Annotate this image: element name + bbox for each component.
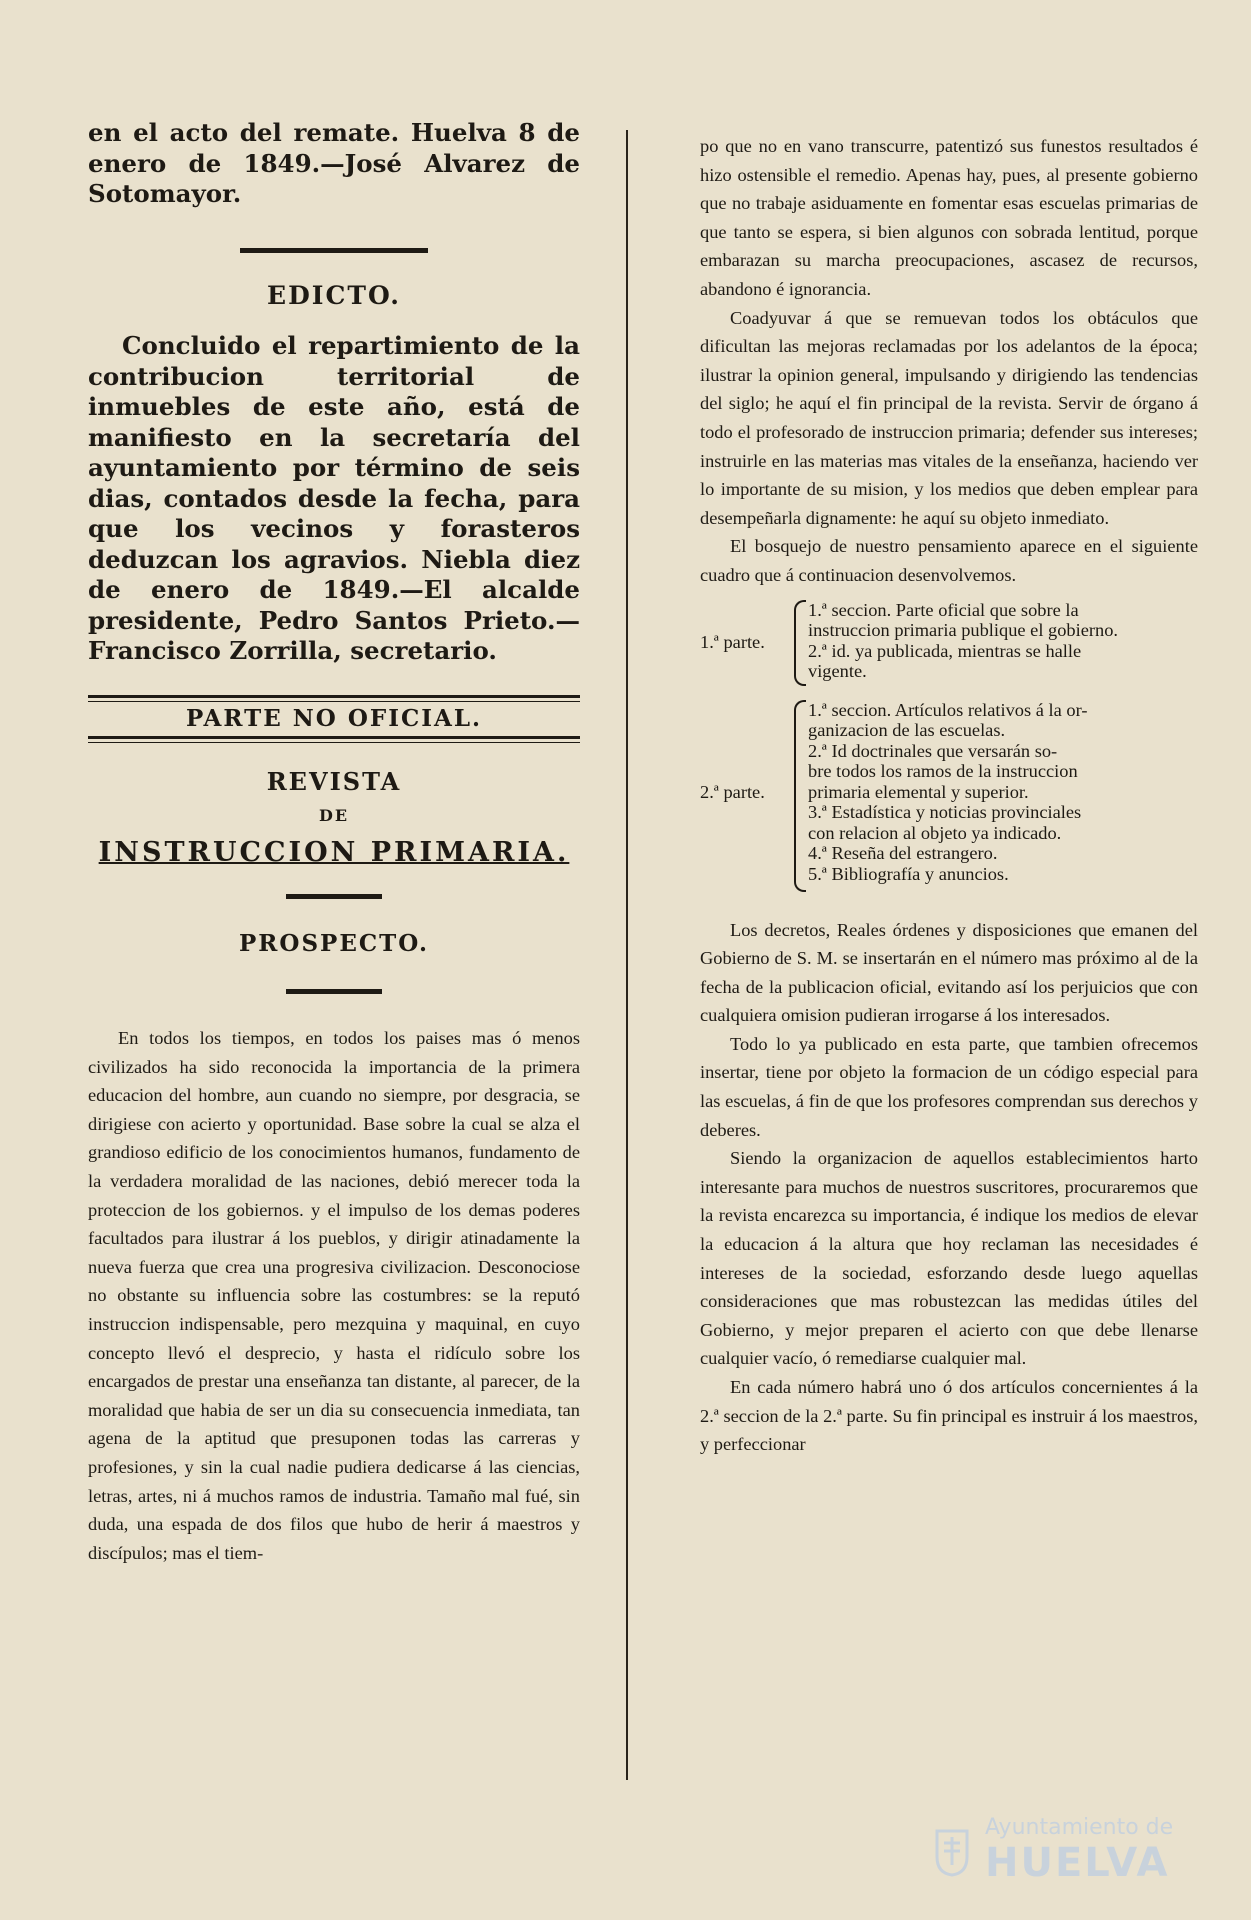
- outline-line: ganizacion de las escuelas.: [808, 720, 1006, 740]
- part-label: 1.ª parte.: [700, 631, 765, 652]
- outline-line: 1.ª seccion. Parte oficial que sobre la: [808, 599, 1079, 620]
- column-divider: [626, 130, 628, 1780]
- short-rule: [240, 248, 428, 253]
- watermark-line-1: Ayuntamiento de: [985, 1815, 1174, 1840]
- de-heading: DE: [318, 805, 350, 825]
- paragraph: El bosquejo de nuestro pensamiento aparece en el siguiente cuadro que á continuacion desenvolvemos.: [700, 536, 1198, 585]
- right-column: [700, 132, 1198, 1459]
- prospecto-body: En todos los tiempos, en todos los paises mas ó menos civilizados ha sido reconocida la importancia de la primera educacion del hombre, aun cuando no siempre, por desgracia, se dirigiese con acierto y oportunidad. Base sobre la cual se alza el grandioso edificio de los conocimientos humanos, fundamento de la verdadera moralidad de las naciones, debió merecer toda la proteccion de los gobiernos. y el impulso de los demas poderes facultados para ilustrar á los pueblos, y dirigir atinadamente la nueva fuerza que crea una progresiva civilizacion. Desconociose no obstante su influencia sobre las costumbres: se la reputó instruccion indispensable, pero mezquina y maquinal, en cuyo concepto llevó el desprecio, y hasta el ridículo sobre los encargados de prestar una enseñanza tan distante, al parecer, de la moralidad que habia de ser un dia su consecuencia inmediata, tan agena de la aptitud que presuponen todas las carreras y profesiones, y sin la cual nadie pudiera dedicarse á las ciencias, letras, artes, ni á muchos ramos de industria. Tamaño mal fué, sin duda, una espada de dos filos que hubo de herir á maestros y discípulos; mas el tiem-: [88, 1028, 580, 1563]
- outline-part-2: [700, 700, 1198, 894]
- part-label: 2.ª parte.: [700, 781, 765, 802]
- double-rule-bottom: [88, 736, 580, 743]
- outline-line: bre todos los ramos de la instruccion: [808, 761, 1078, 781]
- revista-heading: REVISTA: [266, 767, 402, 796]
- watermark: [985, 1815, 1220, 1895]
- outline-part-1: [700, 600, 1198, 686]
- outline-line: 3.ª Estadística y noticias provinciales: [808, 802, 1082, 822]
- gothic-title: INSTRUCCION PRIMARIA.: [98, 836, 570, 868]
- section-title: PARTE NO OFICIAL.: [185, 704, 483, 732]
- short-rule: [286, 894, 382, 899]
- outline-line: 4.ª Reseña del estrangero.: [808, 843, 998, 863]
- prospecto-heading: PROSPECTO.: [239, 929, 429, 957]
- outline-line: 2.ª Id doctrinales que versarán so-: [808, 740, 1058, 761]
- outline-line: 1.ª seccion. Artículos relativos á la or-: [808, 699, 1088, 720]
- paragraph: Los decretos, Reales órdenes y disposiciones que emanen del Gobierno de S. M. se insertarán en el número mas próximo al de la fecha de la publicacion oficial, evitando así los perjuicios que con cualquiera omision pudieran irrogarse á los interesados.: [700, 919, 1198, 1026]
- paragraph: En cada número habrá uno ó dos artículos concernientes á la 2.ª seccion de la 2.ª parte. Su fin principal es instruir á los maestros, y perfeccionar: [700, 1377, 1198, 1455]
- double-rule-top: [88, 695, 580, 702]
- edicto-text: Concluido el repartimiento de la contribucion territorial de inmuebles de este año, está de manifiesto en la secretaría del ayuntamiento por término de seis dias, contados desde la fecha, para que los vecinos y forasteros deduzcan los agravios. Niebla diez de enero de 1849.—El alcalde presidente, Pedro Santos Prieto.—Francisco Zorrilla, secretario.: [88, 331, 580, 665]
- short-rule: [286, 989, 382, 994]
- paragraph: Siendo la organizacion de aquellos establecimientos harto interesante para muchos de nuestros suscritores, procuraremos que la revista encarezca su importancia, é indique los medios de elevar la educacion á la altura que hoy reclaman las necesidades é intereses de la sociedad, esforzando desde luego aquellas consideraciones que mas robustezcan las medidas útiles del Gobierno, y mejor preparen el acierto con que debe llenarse cualquier vacío, ó remediarse cualquier mal.: [700, 1148, 1198, 1369]
- outline-line: instruccion primaria publique el gobierno.: [808, 620, 1119, 640]
- watermark-line-2: HUELVA: [985, 1840, 1170, 1886]
- continuation-text: en el acto del remate. Huelva 8 de enero de 1849.—José Alvarez de Sotomayor.: [88, 118, 580, 208]
- paragraph: Todo lo ya publicado en esta parte, que tambien ofrecemos insertar, tiene por objeto la formacion de un código especial para las escuelas, á fin de que los profesores comprendan sus derechos y deberes.: [700, 1033, 1198, 1140]
- part-items: [808, 700, 1198, 885]
- brace: [794, 700, 806, 892]
- coat-of-arms-icon: [935, 1829, 969, 1877]
- paragraph: po que no en vano transcurre, patentizó sus funestos resultados é hizo ostensible el remedio. Apenas hay, pues, al presente gobierno que no trabaje asiduamente en fomentar esas escuelas primarias de que tanto se espera, si bien algunos con sobrada lentitud, porque embarazan su marcha preocupaciones, ascasez de recursos, abandono é ignorancia.: [700, 136, 1198, 299]
- outline-line: 2.ª id. ya publicada, mientras se halle: [808, 640, 1082, 661]
- brace: [794, 600, 806, 686]
- outline-line: primaria elemental y superior.: [808, 781, 1029, 802]
- outline-line: 5.ª Bibliografía y anuncios.: [808, 863, 1009, 884]
- outline-line: vigente.: [808, 661, 867, 681]
- outline-line: con relacion al objeto ya indicado.: [808, 822, 1062, 843]
- left-column: [88, 118, 580, 1567]
- edicto-title: EDICTO.: [267, 280, 401, 310]
- paragraph: Coadyuvar á que se remuevan todos los obtáculos que dificultan las mejoras reclamadas por los adelantos de la época; ilustrar la opinion general, impulsando y dirigiendo las tendencias del siglo; he aquí el fin principal de la revista. Servir de órgano á todo el profesorado de instruccion primaria; defender sus intereses; instruirle en las materias mas vitales de la enseñanza, haciendo ver lo importante de su mision, y los medios que deben emplear para desempeñarla dignamente: he aquí su objeto inmediato.: [700, 307, 1198, 528]
- part-items: [808, 600, 1198, 682]
